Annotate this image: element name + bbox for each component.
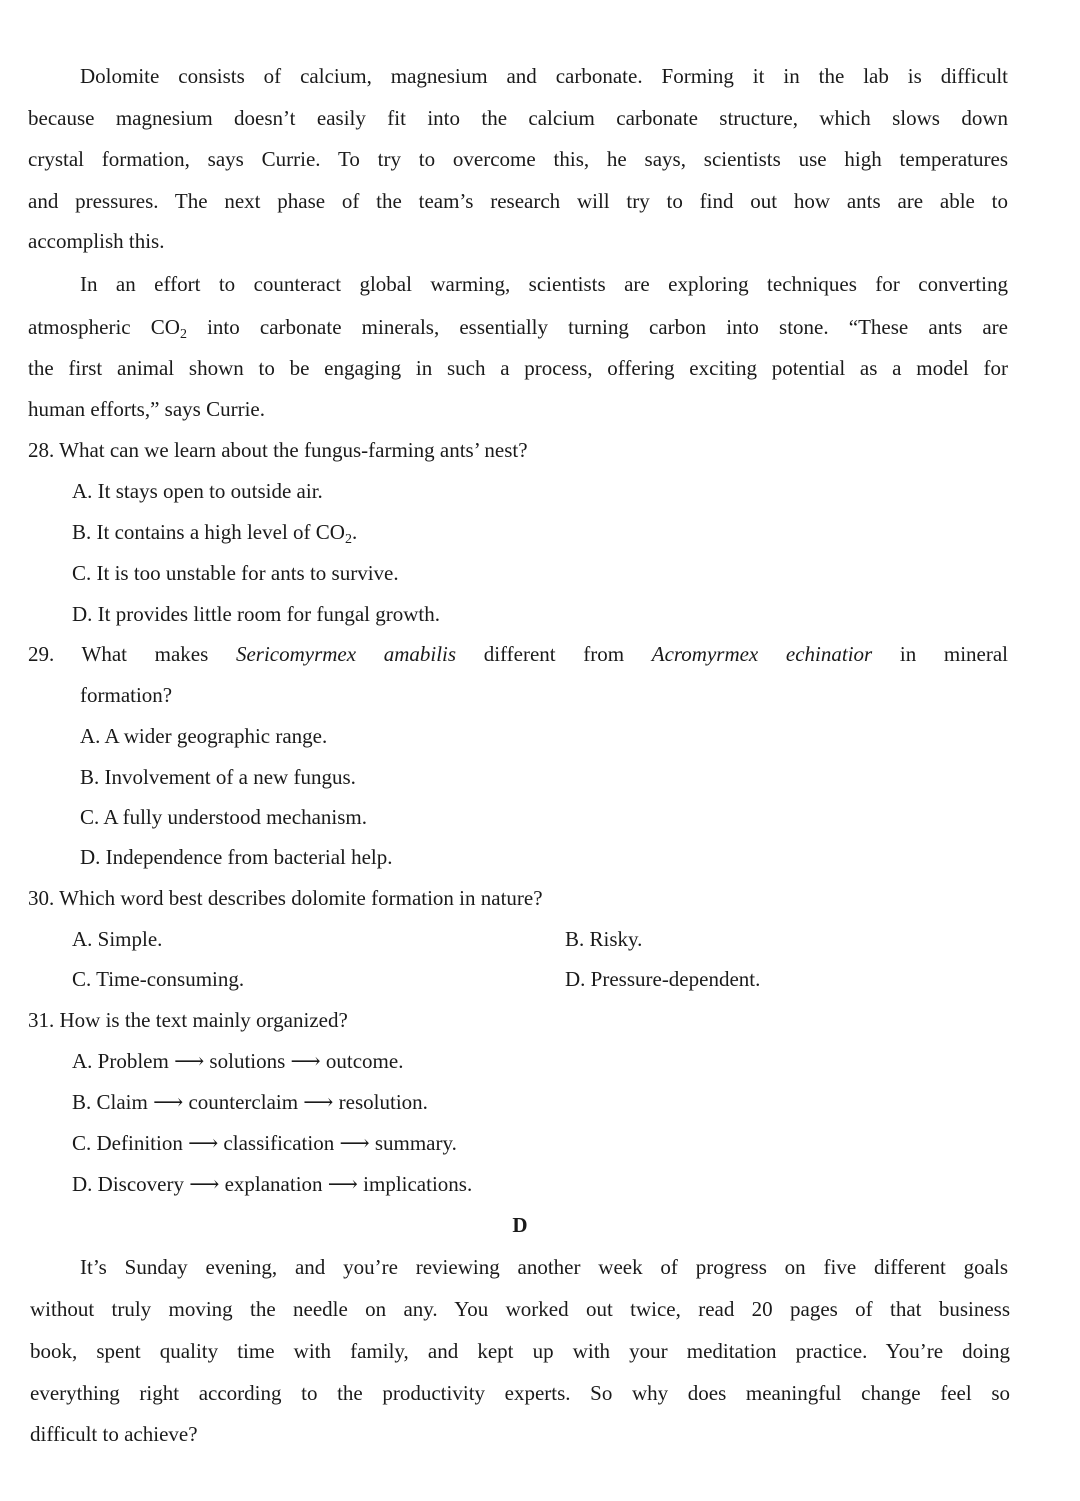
passage-c-text: into carbonate minerals, essentially turning carbon into stone. “These ants are bbox=[186, 315, 1008, 339]
passage-c-p1-line: crystal formation, says Currie. To try to overcome this, he says, scientists use high temperatures bbox=[28, 147, 1008, 171]
question-29-option-d: D. Independence from bacterial help. bbox=[80, 845, 393, 869]
subscript: 2 bbox=[344, 532, 352, 547]
question-30-option-b: B. Risky. bbox=[565, 927, 643, 951]
question-29-option-b: B. Involvement of a new fungus. bbox=[80, 765, 356, 789]
passage-d-heading: D bbox=[512, 1213, 528, 1237]
passage-c-p1-line: Dolomite consists of calcium, magnesium and carbonate. Forming it in the lab is difficult bbox=[80, 64, 1008, 88]
stem-text: in mineral bbox=[872, 642, 1009, 666]
option-text: . bbox=[351, 520, 358, 544]
passage-d-line: It’s Sunday evening, and you’re reviewing another week of progress on five different goals bbox=[80, 1255, 1008, 1279]
passage-d-line: everything right according to the productivity experts. So why does meaningful change feel so bbox=[30, 1381, 1010, 1405]
question-30-option-c: C. Time-consuming. bbox=[72, 967, 245, 991]
question-29-stem bbox=[28, 640, 1008, 668]
question-28-option-b bbox=[72, 518, 672, 546]
passage-c-p2-line: In an effort to counteract global warming, scientists are exploring techniques for converting bbox=[80, 272, 1008, 296]
question-31-option-c: C. Definition ⟶ classification ⟶ summary. bbox=[72, 1131, 457, 1155]
question-28-option-c: C. It is too unstable for ants to survive. bbox=[72, 561, 399, 585]
passage-d-line: book, spent quality time with family, and kept up with your meditation practice. You’re doing bbox=[30, 1339, 1010, 1363]
question-28-option-a: A. It stays open to outside air. bbox=[72, 479, 323, 503]
question-31-stem: 31. How is the text mainly organized? bbox=[28, 1008, 348, 1032]
option-text: B. It contains a high level of CO bbox=[72, 520, 345, 544]
question-31-option-a: A. Problem ⟶ solutions ⟶ outcome. bbox=[72, 1049, 404, 1073]
passage-c-text: atmospheric CO bbox=[28, 315, 180, 339]
passage-c-p1-line: and pressures. The next phase of the team’s research will try to find out how ants are able to bbox=[28, 189, 1008, 213]
question-30-stem: 30. Which word best describes dolomite formation in nature? bbox=[28, 886, 543, 910]
passage-c-p1-line: accomplish this. bbox=[28, 229, 165, 253]
stem-text: What makes bbox=[54, 642, 236, 666]
question-29-stem-continued: formation? bbox=[80, 683, 173, 707]
question-31-option-b: B. Claim ⟶ counterclaim ⟶ resolution. bbox=[72, 1090, 428, 1114]
question-31-option-d: D. Discovery ⟶ explanation ⟶ implications. bbox=[72, 1172, 473, 1196]
species-name: Sericomyrmex amabilis bbox=[235, 642, 457, 666]
passage-c-p2-line bbox=[28, 313, 1008, 341]
question-30-option-d: D. Pressure-dependent. bbox=[565, 967, 761, 991]
passage-d-line: difficult to achieve? bbox=[30, 1422, 198, 1446]
question-29-option-c: C. A fully understood mechanism. bbox=[80, 805, 367, 829]
species-name: Acromyrmex echinatior bbox=[651, 642, 873, 666]
question-30-option-a: A. Simple. bbox=[72, 927, 163, 951]
question-29-option-a: A. A wider geographic range. bbox=[80, 724, 328, 748]
passage-c-p1-line: because magnesium doesn’t easily fit into the calcium carbonate structure, which slows down bbox=[28, 106, 1008, 130]
subscript: 2 bbox=[179, 327, 187, 342]
passage-c-p2-line: human efforts,” says Currie. bbox=[28, 397, 265, 421]
question-number: 29. bbox=[28, 642, 55, 666]
stem-text: different from bbox=[456, 642, 652, 666]
passage-c-p2-line: the first animal shown to be engaging in such a process, offering exciting potential as a model for bbox=[28, 356, 1008, 380]
question-28-stem: 28. What can we learn about the fungus-farming ants’ nest? bbox=[28, 438, 528, 462]
passage-d-line: without truly moving the needle on any. You worked out twice, read 20 pages of that business bbox=[30, 1297, 1010, 1321]
question-28-option-d: D. It provides little room for fungal growth. bbox=[72, 602, 441, 626]
